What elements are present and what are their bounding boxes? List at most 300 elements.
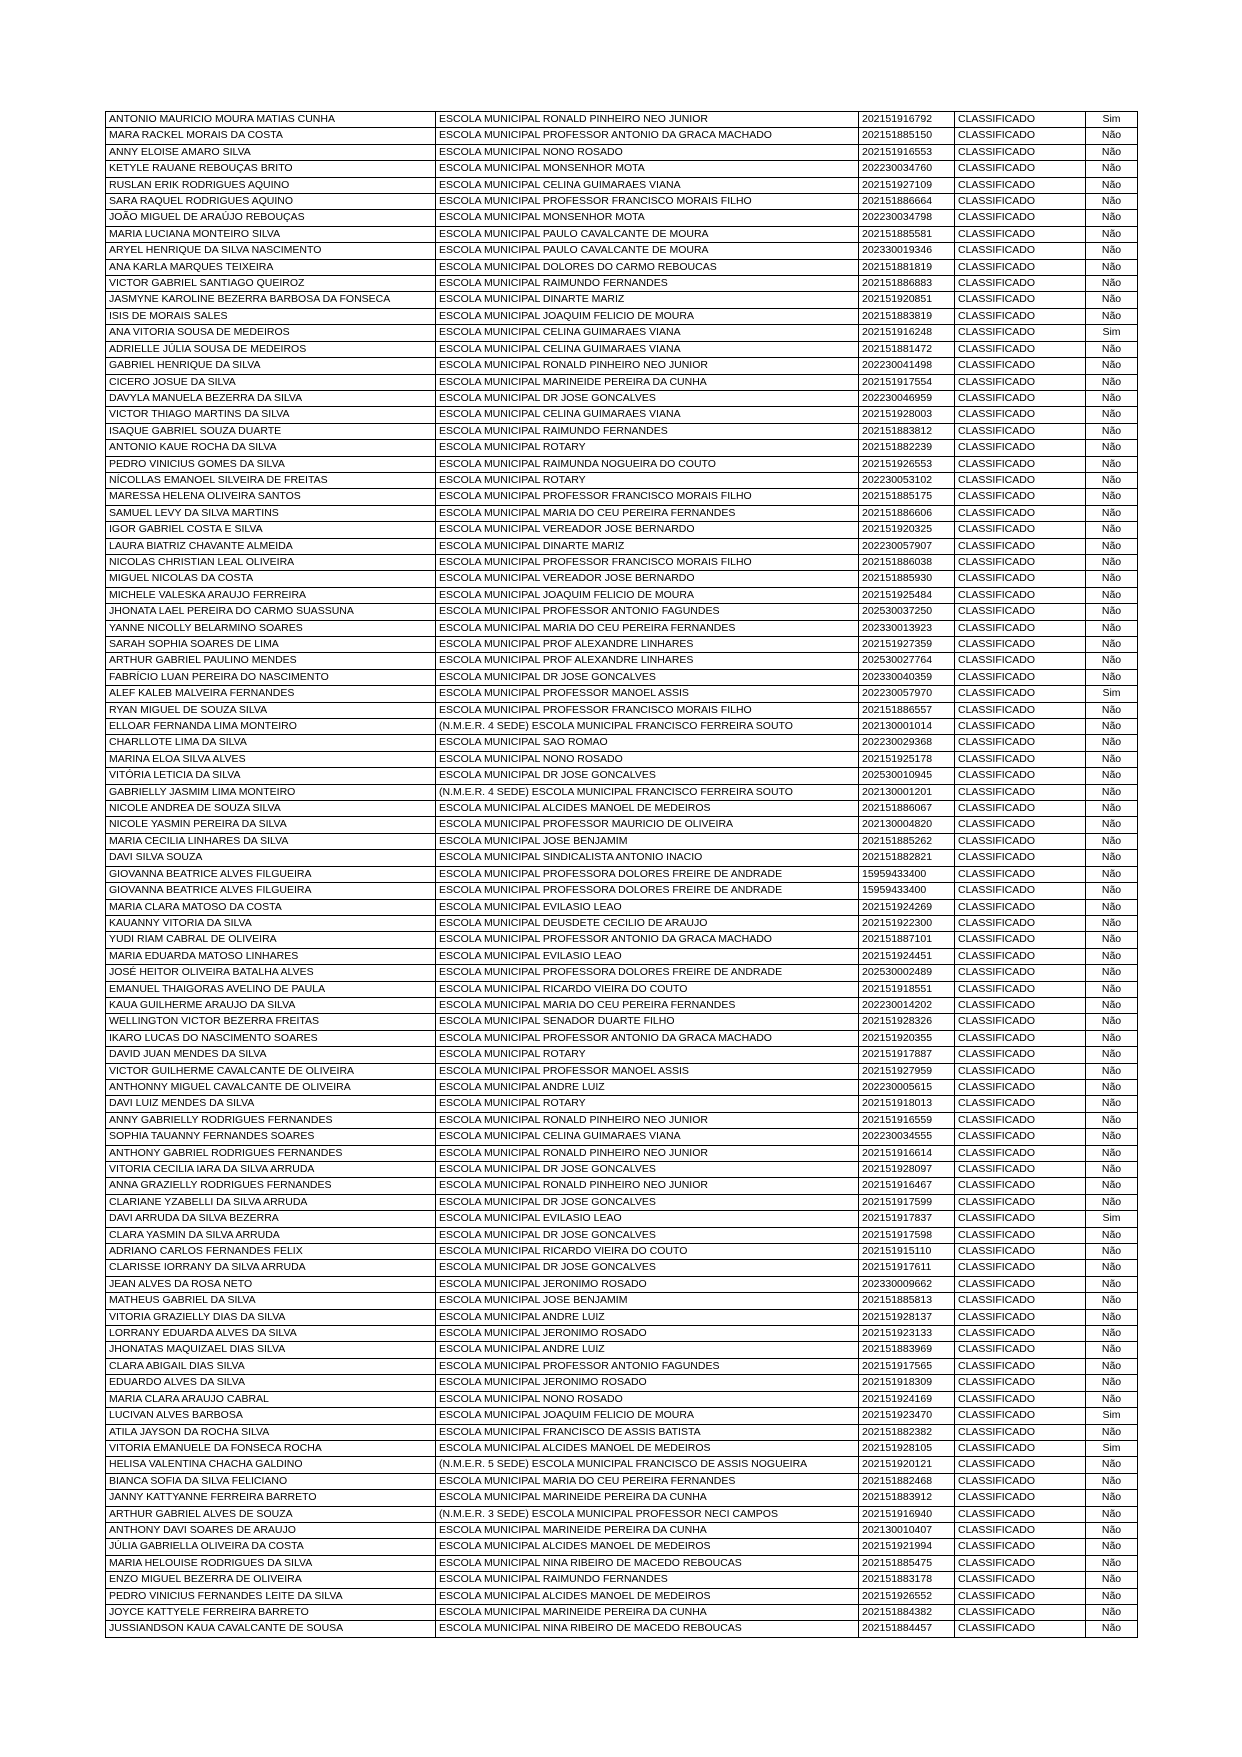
- table-row: [106, 1408, 1138, 1424]
- scholarship-flag-cell: Não: [1086, 161, 1138, 177]
- table-row: [106, 276, 1138, 292]
- student-name-cell: JANNY KATTYANNE FERREIRA BARRETO: [106, 1490, 436, 1506]
- school-cell: ESCOLA MUNICIPAL JERONIMO ROSADO: [436, 1375, 859, 1391]
- scholarship-flag-cell: Não: [1086, 620, 1138, 636]
- student-name-cell: CICERO JOSUE DA SILVA: [106, 374, 436, 390]
- enrollment-cell: 202151885150: [859, 128, 955, 144]
- status-cell: CLASSIFICADO: [955, 1211, 1086, 1227]
- table-row: [106, 686, 1138, 702]
- scholarship-flag-cell: Não: [1086, 1506, 1138, 1522]
- status-cell: CLASSIFICADO: [955, 915, 1086, 931]
- scholarship-flag-cell: Não: [1086, 866, 1138, 882]
- student-name-cell: CLARISSE IORRANY DA SILVA ARRUDA: [106, 1260, 436, 1276]
- student-name-cell: ISIS DE MORAIS SALES: [106, 308, 436, 324]
- student-name-cell: PEDRO VINICIUS GOMES DA SILVA: [106, 456, 436, 472]
- student-name-cell: NÍCOLLAS EMANOEL SILVEIRA DE FREITAS: [106, 472, 436, 488]
- student-name-cell: VITORIA EMANUELE DA FONSECA ROCHA: [106, 1440, 436, 1456]
- status-cell: CLASSIFICADO: [955, 1539, 1086, 1555]
- status-cell: CLASSIFICADO: [955, 1424, 1086, 1440]
- status-cell: CLASSIFICADO: [955, 1178, 1086, 1194]
- scholarship-flag-cell: Não: [1086, 1112, 1138, 1128]
- enrollment-cell: 202151920851: [859, 292, 955, 308]
- student-name-cell: ANA KARLA MARQUES TEIXEIRA: [106, 259, 436, 275]
- enrollment-cell: 202330009662: [859, 1276, 955, 1292]
- table-row: [106, 210, 1138, 226]
- table-row: [106, 702, 1138, 718]
- student-name-cell: GIOVANNA BEATRICE ALVES FILGUEIRA: [106, 883, 436, 899]
- student-name-cell: MARIA LUCIANA MONTEIRO SILVA: [106, 226, 436, 242]
- student-name-cell: VICTOR GUILHERME CAVALCANTE DE OLIVEIRA: [106, 1063, 436, 1079]
- student-name-cell: GABRIELLY JASMIM LIMA MONTEIRO: [106, 784, 436, 800]
- status-cell: CLASSIFICADO: [955, 210, 1086, 226]
- scholarship-flag-cell: Não: [1086, 472, 1138, 488]
- scholarship-flag-cell: Não: [1086, 965, 1138, 981]
- school-cell: (N.M.E.R. 4 SEDE) ESCOLA MUNICIPAL FRANCISCO FERREIRA SOUTO: [436, 784, 859, 800]
- scholarship-flag-cell: Não: [1086, 1358, 1138, 1374]
- enrollment-cell: 202151925178: [859, 751, 955, 767]
- student-name-cell: ATILA JAYSON DA ROCHA SILVA: [106, 1424, 436, 1440]
- student-name-cell: VITÓRIA LETICIA DA SILVA: [106, 768, 436, 784]
- status-cell: CLASSIFICADO: [955, 374, 1086, 390]
- scholarship-flag-cell: Não: [1086, 1047, 1138, 1063]
- status-cell: CLASSIFICADO: [955, 554, 1086, 570]
- student-name-cell: LAURA BIATRIZ CHAVANTE ALMEIDA: [106, 538, 436, 554]
- scholarship-flag-cell: Não: [1086, 997, 1138, 1013]
- school-cell: ESCOLA MUNICIPAL ALCIDES MANOEL DE MEDEIROS: [436, 1588, 859, 1604]
- table-row: [106, 899, 1138, 915]
- enrollment-cell: 202151920355: [859, 1030, 955, 1046]
- table-row: [106, 128, 1138, 144]
- table-row: [106, 456, 1138, 472]
- table-row: [106, 177, 1138, 193]
- table-row: [106, 226, 1138, 242]
- school-cell: ESCOLA MUNICIPAL VEREADOR JOSE BERNARDO: [436, 522, 859, 538]
- school-cell: ESCOLA MUNICIPAL PROFESSOR ANTONIO DA GRACA MACHADO: [436, 128, 859, 144]
- enrollment-cell: 202230014202: [859, 997, 955, 1013]
- status-cell: CLASSIFICADO: [955, 423, 1086, 439]
- enrollment-cell: 202230029368: [859, 735, 955, 751]
- student-name-cell: DAVYLA MANUELA BEZERRA DA SILVA: [106, 390, 436, 406]
- scholarship-flag-cell: Sim: [1086, 1211, 1138, 1227]
- status-cell: CLASSIFICADO: [955, 1014, 1086, 1030]
- student-name-cell: EMANUEL THAIGORAS AVELINO DE PAULA: [106, 981, 436, 997]
- school-cell: ESCOLA MUNICIPAL RONALD PINHEIRO NEO JUNIOR: [436, 112, 859, 128]
- enrollment-cell: 202151885475: [859, 1555, 955, 1571]
- student-name-cell: MARIA CLARA ARAUJO CABRAL: [106, 1391, 436, 1407]
- scholarship-flag-cell: Não: [1086, 669, 1138, 685]
- status-cell: CLASSIFICADO: [955, 1604, 1086, 1620]
- student-name-cell: SARA RAQUEL RODRIGUES AQUINO: [106, 194, 436, 210]
- table-row: [106, 1473, 1138, 1489]
- table-row: [106, 1145, 1138, 1161]
- enrollment-cell: 202151925484: [859, 587, 955, 603]
- status-cell: CLASSIFICADO: [955, 390, 1086, 406]
- enrollment-cell: 202151882821: [859, 850, 955, 866]
- status-cell: CLASSIFICADO: [955, 440, 1086, 456]
- scholarship-flag-cell: Não: [1086, 1391, 1138, 1407]
- scholarship-flag-cell: Não: [1086, 1129, 1138, 1145]
- enrollment-cell: 202151918013: [859, 1096, 955, 1112]
- student-name-cell: MARINA ELOA SILVA ALVES: [106, 751, 436, 767]
- table-row: [106, 751, 1138, 767]
- school-cell: ESCOLA MUNICIPAL VEREADOR JOSE BERNARDO: [436, 571, 859, 587]
- enrollment-cell: 202151882468: [859, 1473, 955, 1489]
- school-cell: ESCOLA MUNICIPAL DR JOSE GONCALVES: [436, 768, 859, 784]
- student-name-cell: ANTHONY DAVI SOARES DE ARAUJO: [106, 1522, 436, 1538]
- status-cell: CLASSIFICADO: [955, 1145, 1086, 1161]
- table-row: [106, 571, 1138, 587]
- scholarship-flag-cell: Não: [1086, 1555, 1138, 1571]
- table-row: [106, 620, 1138, 636]
- table-row: [106, 833, 1138, 849]
- student-name-cell: JASMYNE KAROLINE BEZERRA BARBOSA DA FONSECA: [106, 292, 436, 308]
- student-name-cell: CLARA YASMIN DA SILVA ARRUDA: [106, 1227, 436, 1243]
- status-cell: CLASSIFICADO: [955, 472, 1086, 488]
- table-row: [106, 1490, 1138, 1506]
- student-name-cell: ANTHONY GABRIEL RODRIGUES FERNANDES: [106, 1145, 436, 1161]
- status-cell: CLASSIFICADO: [955, 1588, 1086, 1604]
- enrollment-cell: 202230057907: [859, 538, 955, 554]
- table-row: [106, 1211, 1138, 1227]
- status-cell: CLASSIFICADO: [955, 1309, 1086, 1325]
- status-cell: CLASSIFICADO: [955, 866, 1086, 882]
- student-name-cell: MARIA CLARA MATOSO DA COSTA: [106, 899, 436, 915]
- table-row: [106, 850, 1138, 866]
- student-name-cell: VICTOR THIAGO MARTINS DA SILVA: [106, 407, 436, 423]
- table-row: [106, 161, 1138, 177]
- table-row: [106, 1457, 1138, 1473]
- table-row: [106, 374, 1138, 390]
- student-name-cell: ANA VITORIA SOUSA DE MEDEIROS: [106, 325, 436, 341]
- status-cell: CLASSIFICADO: [955, 817, 1086, 833]
- school-cell: ESCOLA MUNICIPAL RONALD PINHEIRO NEO JUNIOR: [436, 358, 859, 374]
- scholarship-flag-cell: Não: [1086, 899, 1138, 915]
- enrollment-cell: 202230046959: [859, 390, 955, 406]
- scholarship-flag-cell: Não: [1086, 604, 1138, 620]
- status-cell: CLASSIFICADO: [955, 587, 1086, 603]
- scholarship-flag-cell: Não: [1086, 833, 1138, 849]
- status-cell: CLASSIFICADO: [955, 1030, 1086, 1046]
- student-name-cell: ANTONIO MAURICIO MOURA MATIAS CUNHA: [106, 112, 436, 128]
- enrollment-cell: 202151917554: [859, 374, 955, 390]
- scholarship-flag-cell: Não: [1086, 1063, 1138, 1079]
- school-cell: ESCOLA MUNICIPAL PROFESSORA DOLORES FREIRE DE ANDRADE: [436, 965, 859, 981]
- enrollment-cell: 15959433400: [859, 866, 955, 882]
- table-row: [106, 1522, 1138, 1538]
- student-name-cell: FABRÍCIO LUAN PEREIRA DO NASCIMENTO: [106, 669, 436, 685]
- student-name-cell: EDUARDO ALVES DA SILVA: [106, 1375, 436, 1391]
- scholarship-flag-cell: Não: [1086, 801, 1138, 817]
- scholarship-flag-cell: Não: [1086, 1326, 1138, 1342]
- status-cell: CLASSIFICADO: [955, 1473, 1086, 1489]
- table-row: [106, 538, 1138, 554]
- student-name-cell: DAVI SILVA SOUZA: [106, 850, 436, 866]
- scholarship-flag-cell: Não: [1086, 308, 1138, 324]
- table-row: [106, 1244, 1138, 1260]
- school-cell: ESCOLA MUNICIPAL ALCIDES MANOEL DE MEDEIROS: [436, 1539, 859, 1555]
- school-cell: ESCOLA MUNICIPAL DOLORES DO CARMO REBOUCAS: [436, 259, 859, 275]
- enrollment-cell: 202151928105: [859, 1440, 955, 1456]
- status-cell: CLASSIFICADO: [955, 538, 1086, 554]
- status-cell: CLASSIFICADO: [955, 276, 1086, 292]
- student-name-cell: MARIA CECILIA LINHARES DA SILVA: [106, 833, 436, 849]
- enrollment-cell: 202151922300: [859, 915, 955, 931]
- scholarship-flag-cell: Não: [1086, 1145, 1138, 1161]
- status-cell: CLASSIFICADO: [955, 1326, 1086, 1342]
- scholarship-flag-cell: Não: [1086, 981, 1138, 997]
- enrollment-cell: 202530010945: [859, 768, 955, 784]
- student-name-cell: ADRIELLE JÚLIA SOUSA DE MEDEIROS: [106, 341, 436, 357]
- enrollment-cell: 202151881819: [859, 259, 955, 275]
- status-cell: CLASSIFICADO: [955, 932, 1086, 948]
- student-name-cell: ISAQUE GABRIEL SOUZA DUARTE: [106, 423, 436, 439]
- scholarship-flag-cell: Não: [1086, 1604, 1138, 1620]
- status-cell: CLASSIFICADO: [955, 948, 1086, 964]
- school-cell: ESCOLA MUNICIPAL SAO ROMAO: [436, 735, 859, 751]
- table-row: [106, 604, 1138, 620]
- table-row: [106, 472, 1138, 488]
- status-cell: CLASSIFICADO: [955, 177, 1086, 193]
- scholarship-flag-cell: Não: [1086, 1194, 1138, 1210]
- table-row: [106, 308, 1138, 324]
- school-cell: ESCOLA MUNICIPAL RONALD PINHEIRO NEO JUNIOR: [436, 1145, 859, 1161]
- enrollment-cell: 202151916248: [859, 325, 955, 341]
- scholarship-flag-cell: Não: [1086, 407, 1138, 423]
- table-row: [106, 1227, 1138, 1243]
- enrollment-cell: 202230034555: [859, 1129, 955, 1145]
- table-row: [106, 505, 1138, 521]
- student-name-cell: ARYEL HENRIQUE DA SILVA NASCIMENTO: [106, 243, 436, 259]
- table-row: [106, 735, 1138, 751]
- scholarship-flag-cell: Não: [1086, 1424, 1138, 1440]
- scholarship-flag-cell: Sim: [1086, 1440, 1138, 1456]
- status-cell: CLASSIFICADO: [955, 1342, 1086, 1358]
- student-name-cell: VITORIA GRAZIELLY DIAS DA SILVA: [106, 1309, 436, 1325]
- school-cell: ESCOLA MUNICIPAL NINA RIBEIRO DE MACEDO REBOUCAS: [436, 1621, 859, 1637]
- enrollment-cell: 202151917887: [859, 1047, 955, 1063]
- school-cell: ESCOLA MUNICIPAL PROFESSOR FRANCISCO MORAIS FILHO: [436, 702, 859, 718]
- enrollment-cell: 202151924169: [859, 1391, 955, 1407]
- school-cell: ESCOLA MUNICIPAL CELINA GUIMARAES VIANA: [436, 325, 859, 341]
- scholarship-flag-cell: Não: [1086, 1490, 1138, 1506]
- table-row: [106, 390, 1138, 406]
- status-cell: CLASSIFICADO: [955, 1621, 1086, 1637]
- table-row: [106, 1391, 1138, 1407]
- status-cell: CLASSIFICADO: [955, 637, 1086, 653]
- status-cell: CLASSIFICADO: [955, 571, 1086, 587]
- school-cell: ESCOLA MUNICIPAL PROFESSOR ANTONIO FAGUNDES: [436, 1358, 859, 1374]
- enrollment-cell: 202330019346: [859, 243, 955, 259]
- scholarship-flag-cell: Não: [1086, 1522, 1138, 1538]
- enrollment-cell: 202151885175: [859, 489, 955, 505]
- status-cell: CLASSIFICADO: [955, 505, 1086, 521]
- student-name-cell: DAVI LUIZ MENDES DA SILVA: [106, 1096, 436, 1112]
- status-cell: CLASSIFICADO: [955, 883, 1086, 899]
- status-cell: CLASSIFICADO: [955, 1440, 1086, 1456]
- table-row: [106, 1375, 1138, 1391]
- school-cell: ESCOLA MUNICIPAL NINA RIBEIRO DE MACEDO REBOUCAS: [436, 1555, 859, 1571]
- status-cell: CLASSIFICADO: [955, 1293, 1086, 1309]
- status-cell: CLASSIFICADO: [955, 735, 1086, 751]
- status-cell: CLASSIFICADO: [955, 292, 1086, 308]
- status-cell: CLASSIFICADO: [955, 308, 1086, 324]
- enrollment-cell: 202151917837: [859, 1211, 955, 1227]
- school-cell: ESCOLA MUNICIPAL JOAQUIM FELICIO DE MOURA: [436, 1408, 859, 1424]
- student-name-cell: JOYCE KATTYELE FERREIRA BARRETO: [106, 1604, 436, 1620]
- status-cell: CLASSIFICADO: [955, 1358, 1086, 1374]
- enrollment-cell: 202151885262: [859, 833, 955, 849]
- school-cell: ESCOLA MUNICIPAL SENADOR DUARTE FILHO: [436, 1014, 859, 1030]
- status-cell: CLASSIFICADO: [955, 325, 1086, 341]
- scholarship-flag-cell: Não: [1086, 1588, 1138, 1604]
- enrollment-cell: 202230057970: [859, 686, 955, 702]
- table-row: [106, 719, 1138, 735]
- enrollment-cell: 202530002489: [859, 965, 955, 981]
- school-cell: ESCOLA MUNICIPAL RICARDO VIEIRA DO COUTO: [436, 1244, 859, 1260]
- school-cell: (N.M.E.R. 3 SEDE) ESCOLA MUNICIPAL PROFESSOR NECI CAMPOS: [436, 1506, 859, 1522]
- table-row: [106, 801, 1138, 817]
- enrollment-cell: 202151881472: [859, 341, 955, 357]
- school-cell: ESCOLA MUNICIPAL EVILASIO LEAO: [436, 948, 859, 964]
- enrollment-cell: 202151882239: [859, 440, 955, 456]
- table-row: [106, 1506, 1138, 1522]
- status-cell: CLASSIFICADO: [955, 604, 1086, 620]
- scholarship-flag-cell: Não: [1086, 784, 1138, 800]
- student-name-cell: KETYLE RAUANE REBOUÇAS BRITO: [106, 161, 436, 177]
- table-row: [106, 1358, 1138, 1374]
- student-name-cell: JEAN ALVES DA ROSA NETO: [106, 1276, 436, 1292]
- enrollment-cell: 202151924269: [859, 899, 955, 915]
- school-cell: (N.M.E.R. 4 SEDE) ESCOLA MUNICIPAL FRANCISCO FERREIRA SOUTO: [436, 719, 859, 735]
- scholarship-flag-cell: Não: [1086, 128, 1138, 144]
- school-cell: ESCOLA MUNICIPAL MONSENHOR MOTA: [436, 210, 859, 226]
- school-cell: ESCOLA MUNICIPAL MARINEIDE PEREIRA DA CUNHA: [436, 374, 859, 390]
- school-cell: ESCOLA MUNICIPAL EVILASIO LEAO: [436, 899, 859, 915]
- table-row: [106, 1079, 1138, 1095]
- scholarship-flag-cell: Não: [1086, 374, 1138, 390]
- status-cell: CLASSIFICADO: [955, 653, 1086, 669]
- enrollment-cell: 202151916792: [859, 112, 955, 128]
- school-cell: ESCOLA MUNICIPAL ALCIDES MANOEL DE MEDEIROS: [436, 1440, 859, 1456]
- enrollment-cell: 202230041498: [859, 358, 955, 374]
- school-cell: ESCOLA MUNICIPAL ROTARY: [436, 472, 859, 488]
- scholarship-flag-cell: Não: [1086, 1260, 1138, 1276]
- status-cell: CLASSIFICADO: [955, 1490, 1086, 1506]
- enrollment-cell: 202151917598: [859, 1227, 955, 1243]
- school-cell: ESCOLA MUNICIPAL ROTARY: [436, 1096, 859, 1112]
- school-cell: ESCOLA MUNICIPAL PROF ALEXANDRE LINHARES: [436, 637, 859, 653]
- status-cell: CLASSIFICADO: [955, 1457, 1086, 1473]
- status-cell: CLASSIFICADO: [955, 1522, 1086, 1538]
- student-name-cell: ARTHUR GABRIEL ALVES DE SOUZA: [106, 1506, 436, 1522]
- enrollment-cell: 202151924451: [859, 948, 955, 964]
- school-cell: ESCOLA MUNICIPAL JOSE BENJAMIM: [436, 1293, 859, 1309]
- school-cell: ESCOLA MUNICIPAL RONALD PINHEIRO NEO JUNIOR: [436, 1178, 859, 1194]
- scholarship-flag-cell: Não: [1086, 637, 1138, 653]
- table-row: [106, 1014, 1138, 1030]
- table-row: [106, 784, 1138, 800]
- student-name-cell: ENZO MIGUEL BEZERRA DE OLIVEIRA: [106, 1572, 436, 1588]
- table-row: [106, 358, 1138, 374]
- enrollment-cell: 202151886606: [859, 505, 955, 521]
- status-cell: CLASSIFICADO: [955, 1408, 1086, 1424]
- table-row: [106, 1030, 1138, 1046]
- scholarship-flag-cell: Não: [1086, 653, 1138, 669]
- status-cell: CLASSIFICADO: [955, 801, 1086, 817]
- student-name-cell: BIANCA SOFIA DA SILVA FELICIANO: [106, 1473, 436, 1489]
- school-cell: ESCOLA MUNICIPAL DEUSDETE CECILIO DE ARAUJO: [436, 915, 859, 931]
- table-row: [106, 1178, 1138, 1194]
- table-row: [106, 1342, 1138, 1358]
- table-row: [106, 932, 1138, 948]
- student-name-cell: JOÃO MIGUEL DE ARAÚJO REBOUÇAS: [106, 210, 436, 226]
- table-row: [106, 489, 1138, 505]
- scholarship-flag-cell: Sim: [1086, 686, 1138, 702]
- scholarship-flag-cell: Não: [1086, 522, 1138, 538]
- enrollment-cell: 202151923470: [859, 1408, 955, 1424]
- status-cell: CLASSIFICADO: [955, 259, 1086, 275]
- status-cell: CLASSIFICADO: [955, 899, 1086, 915]
- status-cell: CLASSIFICADO: [955, 686, 1086, 702]
- scholarship-flag-cell: Não: [1086, 456, 1138, 472]
- status-cell: CLASSIFICADO: [955, 850, 1086, 866]
- student-name-cell: ANNA GRAZIELLY RODRIGUES FERNANDES: [106, 1178, 436, 1194]
- student-name-cell: NICOLE ANDREA DE SOUZA SILVA: [106, 801, 436, 817]
- enrollment-cell: 202151886038: [859, 554, 955, 570]
- enrollment-cell: 202151915110: [859, 1244, 955, 1260]
- table-row: [106, 554, 1138, 570]
- enrollment-cell: 202151928003: [859, 407, 955, 423]
- status-cell: CLASSIFICADO: [955, 144, 1086, 160]
- school-cell: ESCOLA MUNICIPAL FRANCISCO DE ASSIS BATISTA: [436, 1424, 859, 1440]
- table-row: [106, 866, 1138, 882]
- enrollment-cell: 202530037250: [859, 604, 955, 620]
- scholarship-flag-cell: Não: [1086, 341, 1138, 357]
- student-name-cell: DAVI ARRUDA DA SILVA BEZERRA: [106, 1211, 436, 1227]
- student-name-cell: MARIA HELOUISE RODRIGUES DA SILVA: [106, 1555, 436, 1571]
- student-name-cell: JHONATAS MAQUIZAEL DIAS SILVA: [106, 1342, 436, 1358]
- table-row: [106, 1063, 1138, 1079]
- table-row: [106, 1326, 1138, 1342]
- student-name-cell: ALEF KALEB MALVEIRA FERNANDES: [106, 686, 436, 702]
- scholarship-flag-cell: Não: [1086, 1276, 1138, 1292]
- status-cell: CLASSIFICADO: [955, 1112, 1086, 1128]
- status-cell: CLASSIFICADO: [955, 1063, 1086, 1079]
- school-cell: ESCOLA MUNICIPAL PROFESSOR FRANCISCO MORAIS FILHO: [436, 489, 859, 505]
- enrollment-cell: 202151887101: [859, 932, 955, 948]
- table-row: [106, 1096, 1138, 1112]
- table-row: [106, 1621, 1138, 1637]
- enrollment-cell: 202151917599: [859, 1194, 955, 1210]
- status-cell: CLASSIFICADO: [955, 702, 1086, 718]
- scholarship-flag-cell: Não: [1086, 226, 1138, 242]
- status-cell: CLASSIFICADO: [955, 965, 1086, 981]
- school-cell: ESCOLA MUNICIPAL DINARTE MARIZ: [436, 292, 859, 308]
- student-name-cell: IKARO LUCAS DO NASCIMENTO SOARES: [106, 1030, 436, 1046]
- table-row: [106, 1047, 1138, 1063]
- enrollment-cell: 202151916559: [859, 1112, 955, 1128]
- school-cell: ESCOLA MUNICIPAL PROFESSOR ANTONIO DA GRACA MACHADO: [436, 932, 859, 948]
- scholarship-flag-cell: Não: [1086, 768, 1138, 784]
- scholarship-flag-cell: Não: [1086, 194, 1138, 210]
- school-cell: ESCOLA MUNICIPAL DR JOSE GONCALVES: [436, 1194, 859, 1210]
- status-cell: CLASSIFICADO: [955, 1079, 1086, 1095]
- student-name-cell: SAMUEL LEVY DA SILVA MARTINS: [106, 505, 436, 521]
- scholarship-flag-cell: Não: [1086, 210, 1138, 226]
- school-cell: ESCOLA MUNICIPAL PROF ALEXANDRE LINHARES: [436, 653, 859, 669]
- scholarship-flag-cell: Não: [1086, 1342, 1138, 1358]
- enrollment-cell: 202330013923: [859, 620, 955, 636]
